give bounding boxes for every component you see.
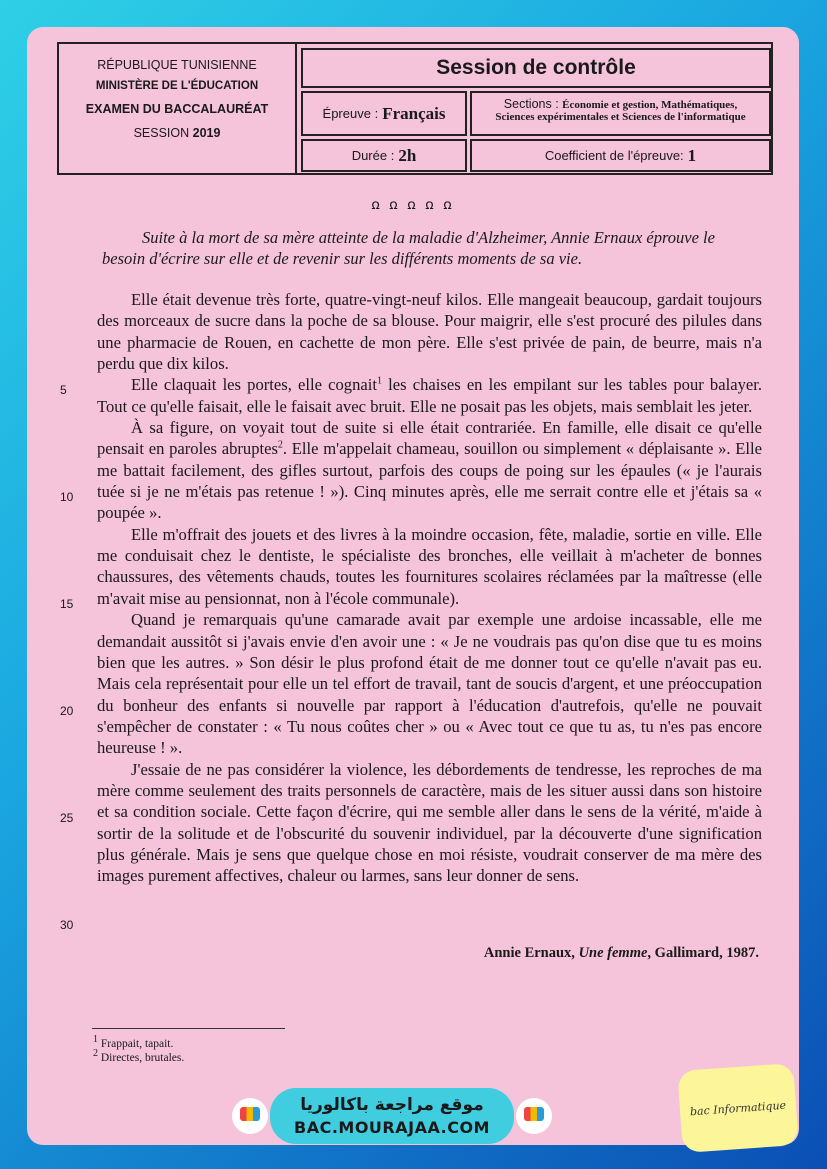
line-number: 30: [60, 918, 74, 932]
footnote-ref-1: 1: [376, 375, 382, 387]
intro-text: Suite à la mort de sa mère atteinte de la maladie d'Alzheimer, Annie Ernaux éprouve le besoin d'écrire sur elle et de revenir sur les différents moments de sa vie.: [102, 228, 715, 268]
passage-text: [97, 289, 762, 887]
line-number: 25: [60, 811, 74, 825]
exam-name: EXAMEN DU BACCALAURÉAT: [85, 102, 269, 116]
session-title: Session de contrôle: [301, 48, 771, 88]
footnotes: [93, 1034, 185, 1065]
bac-informatique-badge: bac Informatique: [677, 1063, 798, 1153]
footnote-divider: [92, 1028, 285, 1029]
footnote-1: $^1$ Frappait, tapait.: [93, 1034, 174, 1050]
exam-sheet: [27, 27, 799, 1145]
site-banner[interactable]: [270, 1088, 514, 1144]
banner-arabic-title: موقع مراجعة باكالوريا: [300, 1095, 484, 1115]
source-citation: Annie Ernaux, Une femme, Gallimard, 1987.: [483, 945, 759, 961]
paragraph-3: À sa figure, on voyait tout de suite si elle était contrariée. En famille, elle disait ce qu'elle pensait en paroles abruptes$^2$. Elle m'appelait chameau, souillon ou simplement « déplaisante ». Elle me battait facilement, des gifles surtout, parfois des coups de poing sur les épaules (« je l'aurais tuée si je ne m'étais pas retenue ! »). Cinq minutes après, elle me serrait contre elle et j'étais sa « poupée ».: [97, 418, 762, 523]
footnote-2: $^2$ Directes, brutales.: [93, 1048, 185, 1064]
footnote-ref-2: 2: [277, 439, 283, 451]
ornament-divider: ꭥ ꭥ ꭥ ꭥ ꭥ: [371, 198, 455, 213]
header-institution: [59, 44, 297, 173]
exam-header: [57, 42, 773, 175]
epreuve-value: Français: [382, 103, 446, 123]
paragraph-5: Quand je remarquais qu'une camarade avait par exemple une ardoise incassable, elle me demandait aussitôt si j'avais envie d'en avoir une : « Je ne voudrais pas qu'on dise que tu es moins bien que les autres. » Son désir le plus profond était de me donner tout ce qu'elle n'avait pas eu. Mais cela représentait pour elle un tel effort de travail, tant de soucis d'argent, et une préoccupation du bonheur des enfants si nouvelle par rapport à l'éducation d'autrefois, qu'elle ne pouvait s'empêcher de constater : « Tu nous coûtes cher » ou « Avec tout ce que tu as, tu n'es pas encore heureuse ! ».: [97, 610, 762, 758]
paragraph-1: Elle était devenue très forte, quatre-vingt-neuf kilos. Elle mangeait beaucoup, gardait toujours des morceaux de sucre dans la poche de sa blouse. Pour maigrir, elle s'est procuré des pilules dans une pharmacie de Rouen, en cachette de mon père. Elle s'est privée de pain, de beurre, mais n'a perdu que dix kilos.: [97, 290, 762, 374]
paragraph-4: Elle m'offrait des jouets et des livres à la moindre occasion, fête, maladie, sortie en ville. Elle me conduisait chez le dentiste, le spécialiste des bronches, elle veillait à m'acheter de bonnes chaussures, des vêtements chauds, toutes les fournitures scolaires réclamées par la maîtresse (elle m'avait mise au pensionnat, non à l'école communale).: [97, 524, 762, 608]
banner-url-link[interactable]: BAC.MOURAJAA.COM: [294, 1118, 490, 1137]
site-logo-icon: [232, 1098, 268, 1134]
paragraph-6: J'essaie de ne pas considérer la violence, les débordements de tendresse, les reproches de ma mère comme seulement des traits personnels de caractère, mais de les situer aussi dans son histoire et sa condition sociale. Cette façon d'écrire, qui me semble aller dans le sens de la vérité, m'aide à sortir de la solitude et de l'obscurité du souvenir individuel, par la découverte d'une signification plus générale. Mais je sens que quelque chose en moi résiste, voudrait conserver de ma mère des images purement affectives, chaleur ou larmes, sans leur donner de sens.: [97, 759, 762, 886]
line-number: 20: [60, 704, 74, 718]
line-number: 15: [60, 597, 74, 611]
ministry-name: MINISTÈRE DE L'ÉDUCATION: [95, 80, 259, 92]
country-name: RÉPUBLIQUE TUNISIENNE: [97, 58, 257, 72]
coefficient-value: 1: [687, 145, 697, 165]
duree-value: 2h: [398, 145, 417, 165]
paragraph-2: Elle claquait les portes, elle cognait$^1$ les chaises en les empilant sur les tables pour balayer. Tout ce qu'elle faisait, elle le faisait avec bruit. Elle ne posait pas les objets, mais semblait les jeter.: [97, 375, 762, 416]
site-logo-icon: [516, 1098, 552, 1134]
session-year: SESSION 2019: [133, 126, 221, 140]
line-number: 10: [60, 490, 74, 504]
duree-field: Durée : 2h: [301, 139, 467, 172]
epreuve-field: Épreuve : Français: [301, 91, 467, 136]
sections-field: Sections : Économie et gestion, Mathématiques, Sciences expérimentales et Sciences de l'informatique: [470, 91, 771, 136]
coefficient-field: Coefficient de l'épreuve: 1: [470, 139, 771, 172]
line-number: 5: [60, 383, 67, 397]
